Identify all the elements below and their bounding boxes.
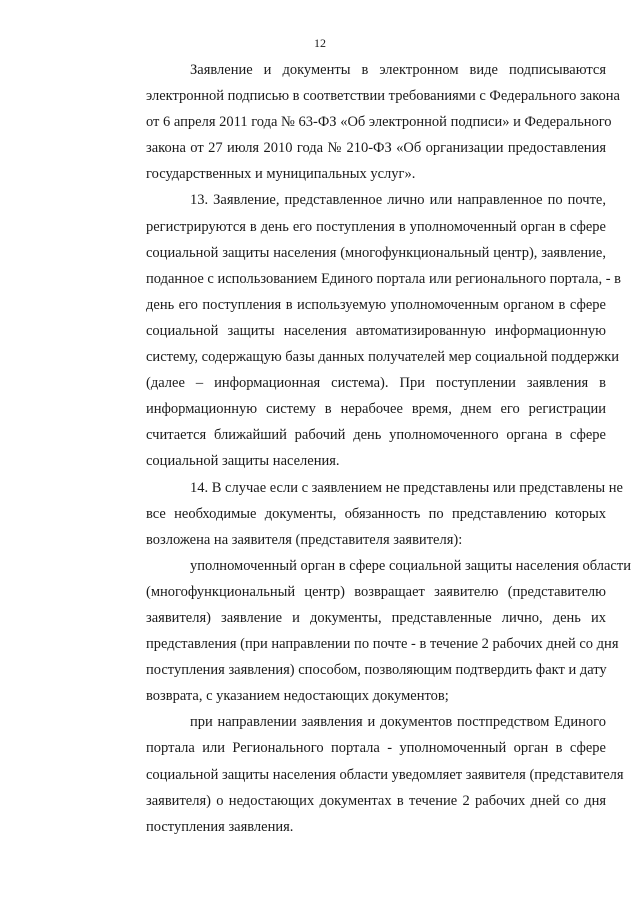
- text-line: систему, содержащую базы данных получателей мер социальной поддержки: [146, 349, 619, 366]
- text-line: возложена на заявителя (представителя заявителя):: [146, 531, 463, 548]
- text-line: день его поступления в используемую уполномоченным органом в сфере: [146, 296, 606, 313]
- paragraph-electronic-signature: [102, 57, 620, 187]
- text-line: при направлении заявления и документов постпредством Единого: [190, 714, 606, 731]
- paragraph-return-documents: [102, 553, 631, 710]
- paragraph-notify-applicant: [102, 709, 624, 839]
- text-line: социальной защиты населения.: [146, 453, 340, 470]
- text-line: представления (при направлении по почте - в течение 2 рабочих дней со дня: [146, 636, 619, 653]
- text-line: социальной защиты населения (многофункциональный центр), заявление,: [146, 244, 606, 261]
- text-line: социальной защиты населения автоматизированную информационную: [146, 322, 606, 339]
- text-line: социальной защиты населения области уведомляет заявителя (представителя: [146, 766, 624, 783]
- text-line: все необходимые документы, обязанность по представлению которых: [146, 505, 606, 522]
- text-line: поступления заявления.: [146, 818, 294, 835]
- text-line: (многофункциональный центр) возвращает заявителю (представителю: [146, 583, 606, 600]
- text-line: возврата, с указанием недостающих документов;: [146, 688, 449, 705]
- text-line: считается ближайший рабочий день уполномоченного органа в сфере: [146, 427, 606, 444]
- paragraph-14: [102, 475, 623, 553]
- text-line: уполномоченный орган в сфере социальной защиты населения области: [190, 557, 631, 574]
- document-body: [102, 57, 631, 840]
- text-line: 14. В случае если с заявлением не представлены или представлены не: [190, 479, 623, 496]
- text-line: от 6 апреля 2011 года № 63-ФЗ «Об электронной подписи» и Федерального: [146, 114, 612, 131]
- page-number: 12: [314, 36, 326, 50]
- text-line: государственных и муниципальных услуг».: [146, 166, 416, 183]
- text-line: заявителя) о недостающих документах в течение 2 рабочих дней со дня: [146, 792, 606, 809]
- text-line: информационную систему в нерабочее время, днем его регистрации: [146, 401, 606, 418]
- text-line: портала или Регионального портала - уполномоченный орган в сфере: [146, 740, 606, 757]
- text-line: Заявление и документы в электронном виде подписываются: [190, 62, 606, 78]
- text-line: (далее – информационная система). При поступлении заявления в: [146, 375, 606, 392]
- text-line: электронной подписью в соответствии требованиями с Федерального закона: [146, 88, 620, 105]
- text-line: регистрируются в день его поступления в уполномоченный орган в сфере: [146, 218, 606, 235]
- text-line: поданное с использованием Единого портала или регионального портала, - в: [146, 270, 622, 287]
- text-line: закона от 27 июля 2010 года № 210-ФЗ «Об организации предоставления: [146, 140, 606, 157]
- text-line: поступления заявления) способом, позволяющим подтвердить факт и дату: [146, 662, 607, 679]
- text-line: заявителя) заявление и документы, представленные лично, день их: [146, 609, 606, 626]
- paragraph-13: [102, 187, 622, 474]
- text-line: 13. Заявление, представленное лично или направленное по почте,: [190, 192, 606, 209]
